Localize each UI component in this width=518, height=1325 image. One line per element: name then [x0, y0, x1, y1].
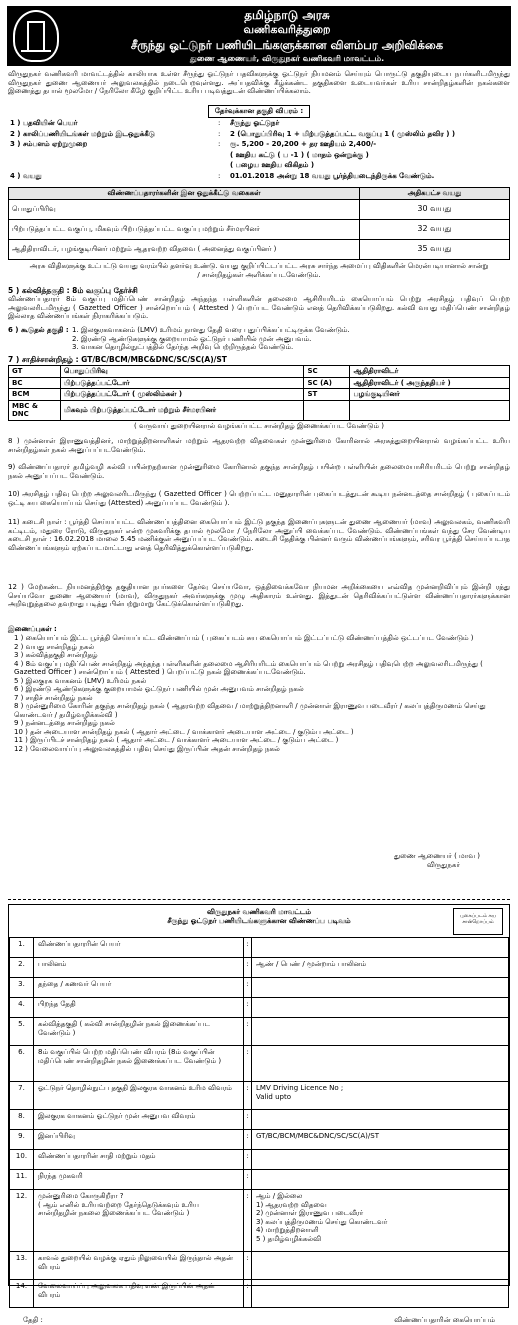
form-row [10, 1170, 509, 1190]
detail-row [8, 150, 510, 161]
form-field-label: வேலைவாய்ப்பு அலுவலக பதிவு எண் இருப்பின் அதன் விபரம் [34, 1280, 244, 1308]
detail-key: 4 ) வயது [10, 171, 42, 180]
form-field-value [252, 1252, 509, 1280]
form-row [10, 1130, 509, 1150]
form-field-label: விண்ணப்பதாரரின் சாதி மற்றும் மதம் [34, 1150, 244, 1170]
form-row [10, 1150, 509, 1170]
form-field-label: ஓட்டுநர் தொழில்நுட்ப தகுதி இலகுரக வாகனம் உரிம விவரம் [34, 1082, 244, 1110]
extra-item: 2. இரண்டு ஆண்டுகளுக்கு குறையாமல் ஓட்டுநர் பணியில் முன் அனுபவம். [72, 334, 312, 343]
form-row [10, 1252, 509, 1280]
selection-title-wrap [8, 105, 510, 118]
form-row [10, 1110, 509, 1130]
form-colon: : [244, 1110, 252, 1130]
para-8: 8 ) முன்னாள் இராணுவத்தினர், மாற்றுத்திறனாளிகள் மற்றும் ஆதரவற்ற விதவைகள் முன்னுரிமை கோரினால் அரசுத்துறையினரால் வழங்கப்பட்ட உரிய சான்றிதழ்கள் நகல் அனுப்பப்படவேண்டும். [8, 437, 510, 454]
form-row-number: 13. [10, 1252, 34, 1280]
form-colon: : [244, 1280, 252, 1308]
form-field-value [252, 1018, 509, 1046]
detail-row [8, 129, 510, 140]
signature-designation: துணை ஆணையர் ( மாவ ) [394, 852, 480, 860]
form-field-label: கல்வித்தகுதி ( கல்வி சான்றிதழின் நகல் இணைக்கப்பட வேண்டும் ) [34, 1018, 244, 1046]
form-footer [9, 1308, 509, 1325]
caste-code: BCM [9, 389, 61, 401]
form-row [10, 938, 509, 958]
caste-row [9, 366, 510, 378]
caste-code: SC (A) [304, 377, 350, 389]
header-line2: வணிகவரித்துறை [243, 23, 331, 36]
attachment-item: 3 ) கல்வித்தகுதி சான்றிதழ் [14, 651, 98, 660]
form-row-number: 2. [10, 958, 34, 978]
age-category: பிற்படுத்தப்பட்ட வகுப்பு, மிகவும் பிற்படுத்தப்பட்ட வகுப்பு மற்றும் சீர்மரபினர் [9, 219, 360, 239]
attachments-title: இணைப்புகள் : [8, 625, 57, 633]
extra-qualification [8, 326, 510, 352]
caste-name [350, 400, 510, 420]
attachment-item: 5 ) இலகுரக வாகனம் (LMV) உரிமம் நகல் [14, 676, 147, 685]
caste-name: பழங்குடியினர் [350, 389, 510, 401]
form-row-number: 3. [10, 978, 34, 998]
caste-code: ST [304, 389, 350, 401]
detail-row [8, 171, 510, 182]
intro-paragraph: விருதுநகர் வணிகவரி மாவட்டத்தில் காலியாக உள்ள சீருந்து ஓட்டுநர் பதவிகளுக்கு ஓட்டுநர் நியமனம் செய்யும் பொருட்டு தகுதியுடைய நபர்களிடமிருந்து விருதுநகர் துணை ஆணையர் அலுவலகத்தில் நடைபெறவுள்ளது. அப்பதவிக்கு கீழ்க்கண்ட தகுதிகளை உடையவர்கள் உரிய சான்றிதழ்களின் நகல்களை இணைத்து தபால் மூலமோ / நேரிலோ கீழே குறிப்பிட்ட உரிய படிவத்துடன் விண்ணப்பிக்கலாம். [8, 70, 510, 96]
caste-code [304, 400, 350, 420]
form-row-number: 6. [10, 1046, 34, 1082]
form-field-value: ஆண் / பெண் / மூன்றாம் பாலினம் [252, 958, 509, 978]
form-colon: : [244, 1170, 252, 1190]
detail-value: 2 (பொதுப்பிரிவு 1 + மிற்படுத்தப்பட்ட வகுப்பு 1 ( முஸ்லிம் தவிர ) ) [230, 129, 456, 138]
photo-box: புகைப்படம் சுய சான்றொப்பம் [453, 908, 503, 935]
form-row [10, 958, 509, 978]
form-field-label: 8ம் வகுப்பில் பெற்ற மதிப்பெண் விபரம் (8ம் வகுப்பின் மதிப்பெண் சான்றிதழின் நகல் இணைக்கப்பட வேண்டும் ) [34, 1046, 244, 1082]
age-table-header-age: அதிகபட்ச வயது [360, 188, 510, 200]
detail-colon: : [218, 129, 221, 138]
form-row [10, 998, 509, 1018]
detail-row [8, 118, 510, 129]
form-field-label: இலகுரக வாகனம் ஓட்டுநர் முன் அனுபவ விவரம் [34, 1110, 244, 1130]
age-table-row [9, 239, 510, 259]
detail-row [8, 160, 510, 171]
education-text: விண்ணப்பதாரர் 8ம் வகுப்பு மதிப்பெண் சான்றிதழ் அந்தந்த பள்ளிகளின் தலைமை ஆசிரியரிடம் கையொப்பம் பெற்று அரசிதழ் பதிவுப் பெற்ற அலுவலரிடமிருந்து ( Gazetted Officer ) சான்றொப்பம் ( Attested ) பெறப்பட வேண்டும் எனத் தெரிவிக்கப்படுகிறது. கல்வி வயது மதிப்பெண் சான்றிதழ் இல்லாத விண்ணப்பங்கள் நிராகரிக்கப்படும். [8, 295, 510, 321]
form-field-label: நிரந்த முகவரி [34, 1170, 244, 1190]
age-category: பொதுப்பிரிவு [9, 199, 360, 219]
age-note: அரசு விதிகளுக்கு உட்பட்டு வயது வரம்பில் தளர்வு உண்டு. வயது குறிப்பிட்டப்பட்ட அரசு சார்ந்த அமைப்பு விதிகளின் மெரன்படியானால் சான்று / சான்றிதழ்கள் அளிக்கப்படவேண்டும். [29, 262, 489, 279]
attachment-item: 1 ) கையொப்பம் இட்ட பூர்த்தி செய்யப்பட்ட விண்ணப்பம் ( புகைப்படம் சுய கையொப்பம் இட்டப்பட்டு விண்ணப்பத்தில் ஒட்டப்பட வேண்டும் ) [14, 634, 474, 642]
detail-value: ( பழைய ஊதிய விகிதம் ) [230, 161, 315, 170]
caste-row [9, 400, 510, 420]
attachment-item: 4 ) 8ம் வகுப்பு மதிப்பெண் சான்றிதழ் அந்தந்த பள்ளிகளின் தலைமை ஆசிரியரிடம் கையொப்பம் பெற்று அரசிதழ் பதிவுபெற்ற அலுவலரிடமிருந்து ( Gazetted Officer ) சான்றொப்பம் ( Attested ) பெறப்பட்டு நகல் இணைக்கப்படவேண்டும். [14, 659, 483, 677]
detail-value: ( ஊதிய கட்டு ( ப -1 ) ( மாதம் ஒன்றுக்கு ) [230, 150, 369, 159]
form-table [9, 937, 509, 1308]
form-field-label: பாலினம் [34, 958, 244, 978]
detail-colon: : [218, 119, 221, 127]
form-colon: : [244, 1018, 252, 1046]
form-field-label: விண்ணப்பதாரரின் பெயர் [34, 938, 244, 958]
form-header [9, 905, 509, 937]
extra-title: 6 ) கூடுதல் தகுதி : [8, 326, 69, 334]
form-colon: : [244, 958, 252, 978]
detail-key: 3 ) சம்பளம் ஏற்றுமுறை [10, 140, 88, 149]
para-12: 12 ) மேற்கண்ட நியமனத்திற்கு தகுதியான நபர்களை தேர்வு செய்யவோ, ஒத்திவைக்கவோ நியமன அறிக்கையை எவ்வித முன்னறிவிப்பும் இன்றி ரத்து செய்யவோ துணை ஆணையர் (மாவ), விருதுநகர் அவர்களுக்கு முழு அதிகாரம் உள்ளது. இத்துடன் தெரிவிக்கப்பட்டுள்ள விண்ணப்பதாரர்களுக்கான அறிவுறுத்தலை தவறாது படித்து பின்பற்றுமாறு கேட்டுக்கொள்ளப்படுகிறது. [8, 583, 510, 609]
details-list [8, 118, 510, 181]
attachment-item: 8 ) முன்னுரிமை கோரின் தகுந்த சான்றிதழ் நகல் ( ஆதரவற்ற விதவை / மாற்றுத்திறனாளி / முன்னாள் இராணுவ படைவீரர் / கலப்புத்திருமணம் செய்து கொண்டவர் / தமிழ்வழிக்கல்வி ) [14, 702, 486, 719]
form-colon: : [244, 1252, 252, 1280]
caste-title: 7 ) சாதிச்சான்றிதழ் : GT/BC/BCM/MBC&DNC/SC/SC(A)/ST [8, 355, 227, 364]
form-field-value: LMV Driving Licence No ; Valid upto [252, 1082, 509, 1110]
form-row-number: 1. [10, 938, 34, 958]
form-field-label: தந்தை / கணவர் பெயர் [34, 978, 244, 998]
age-table-wrap [8, 187, 510, 260]
header-line1: தமிழ்நாடு அரசு [244, 8, 330, 22]
detail-row [8, 139, 510, 150]
age-table-row [9, 219, 510, 239]
form-colon: : [244, 978, 252, 998]
attachment-item: 9 ) நன்னடத்தை சான்றிதழ் நகல் [14, 719, 115, 728]
attachment-item: 6 ) இரண்டு ஆண்டுகளுக்கு குறையாமல் ஓட்டுநர் பணியில் முன் அனுபவம் சான்றிதழ் நகல் [14, 685, 304, 694]
form-field-value [252, 1150, 509, 1170]
form-date: தேதி : [23, 1316, 43, 1324]
applicant-signature: விண்ணப்பதாரின் கையொப்பம் [394, 1316, 495, 1324]
detail-key [8, 150, 218, 161]
detail-key [8, 160, 218, 171]
caste-table-wrap [8, 365, 510, 421]
form-colon: : [244, 1150, 252, 1170]
attachment-item: 2 ) வயது சான்றிதழ் நகல் [14, 642, 95, 651]
detail-key: 2 ) காலிப்பணியிடங்கள் மற்றும் இடஒதுக்கீடு [10, 129, 155, 138]
form-colon: : [244, 938, 252, 958]
caste-name: பிற்படுத்தப்பட்டோர் [61, 377, 304, 389]
form-colon: : [244, 1046, 252, 1082]
application-form [8, 904, 510, 1324]
form-row-number: 12. [10, 1190, 34, 1252]
extra-list [72, 326, 350, 352]
extra-item: 3. வாகன தொழில்நுட்பத்தில் தேர்ந்த அறிவு பெற்றிருத்தல் வேண்டும். [72, 343, 294, 352]
form-field-label: முன்னுரிமை கோருகிறீரா ? ( ஆம் எனில் உரியவற்றை தேர்ந்தெடுக்கவும் உரிய சான்றிதழின் நகலை இணைக்கப்பட வேண்டும் ) [34, 1190, 244, 1252]
form-field-value [252, 1110, 509, 1130]
form-field-value [252, 1280, 509, 1308]
form-field-value: GT/BC/BCM/MBC&DNC/SC/SC(A)/ST [252, 1130, 509, 1150]
form-field-value [252, 998, 509, 1018]
caste-name: பிற்படுத்தப்பட்டோர் ( முஸ்லிம்கள் ) [61, 389, 304, 401]
form-row [10, 1190, 509, 1252]
caste-name: பொதுப்பிரிவு [61, 366, 304, 378]
signature-block [8, 852, 510, 869]
caste-row [9, 389, 510, 401]
form-row [10, 1018, 509, 1046]
form-district: விருதுநகர் வணிகவரி மாவட்டம் [206, 908, 312, 916]
detail-value: 01.01.2018 அன்று 18 வயது பூர்த்தியடைந்திருக்க வேண்டும். [230, 171, 435, 180]
form-row-number: 11. [10, 1170, 34, 1190]
form-field-value [252, 938, 509, 958]
government-emblem-icon [13, 10, 59, 62]
attachment-item: 7 ) சாதிச் சான்றிதழ் நகல் [14, 693, 93, 702]
form-row-number: 5. [10, 1018, 34, 1046]
caste-table [8, 365, 510, 421]
detail-colon: : [218, 171, 221, 180]
attachment-item: 12 ) வேலைவாய்ப்பு அலுவலகத்தில் பதிவு செய்து இருப்பின் அதன் சான்றிதழ் நகல் [14, 744, 280, 753]
form-colon: : [244, 1190, 252, 1252]
age-limit: 35 வயது [360, 239, 510, 259]
para-11: 11) கடைசி நாள் : பூர்த்தி செய்யப்பட்ட விண்ணப்பத்தினை கையொப்பம் இட்டு தகுந்த இணைப்புகளுடன் துணை ஆணையர் (மாவ) அலுவலகம், வணிகவரி கட்டிடம், மதுரை ரோடு, விருதுநகர் என்ற முகவரிக்கு தபால் மூலமோ / நேரிலோ அனுப்பி வைக்கப்பட வேண்டும். விண்ணப்பங்கள் வந்து சேர வேண்டிய கடைசி நாள் : 16.02.2018 மாலை 5.45 மணிக்குள் அனுப்பப்பட வேண்டும். கடைசி தேதிக்கு பின்னர் வரும் விண்ணப்பங்களும், சரிவர பூர்த்தி செய்யப்படாத விண்ணப்பங்களும் ஏற்கப்படமாட்டாது எனத் தெரிவித்துக்கொள்ளப்படுகிறது. [8, 518, 510, 552]
header-banner [7, 6, 511, 66]
caste-name: மிகவும் பிற்படுத்தப்பட்டோர் மற்றும் சீர்மரபினர் [61, 400, 304, 420]
form-field-value [252, 1170, 509, 1190]
form-row-number: 4. [10, 998, 34, 1018]
form-row [10, 1280, 509, 1308]
notice-subtitle: துணை ஆணையர், விருதுநகர் வணிகவரி மாவட்டம். [189, 54, 385, 63]
detail-key: 1 ) பதவியின் பெயர் [10, 119, 78, 127]
form-row-number: 7. [10, 1082, 34, 1110]
caste-code: MBC & DNC [9, 400, 61, 420]
form-colon: : [244, 1130, 252, 1150]
notice-title: சீருந்து ஓட்டுநர் பணியிடங்களுக்கான விளம்பர அறிவிக்கை [130, 38, 444, 52]
form-field-value: ஆம் / இல்லை 1) ஆதரவற்ற விதவை 2) முன்னாள் இராணுவ படைவீரர் 3) கலப்புத்திருமணம் செய்து கொண்டவர் 4) மாற்றுத்திறனாளி 5 ) தமிழ்வழிக்கல்வி [252, 1190, 509, 1252]
selection-title: தேர்வுக்கான தகுதி விபரம் : [208, 105, 310, 118]
form-row [10, 1082, 509, 1110]
age-table-row [9, 199, 510, 219]
age-limit: 30 வயது [360, 199, 510, 219]
age-table [8, 187, 510, 260]
detail-colon [218, 160, 228, 171]
form-colon: : [244, 1082, 252, 1110]
para-10: 10) அரசிதழ் பதிவு பெற்ற அலுவலரிடமிருந்து ( Gazetted Officer ) பெற்றப்பட்ட மனுதாரரின் புகைப்படத்துடன் கூடிய நன்னடத்தை சான்றிதழ் ( புகைப்படம் ஒட்டி சுய கையொப்பம் செய்து (Attested) அனுப்பப்பட வேண்டும் ). [8, 490, 510, 507]
caste-note: ( வருவாய் துறையினரால் வழங்கப்பட்ட சான்றிதழ் இணைக்கப்பட வேண்டும் ) [134, 422, 384, 430]
form-row-number: 10. [10, 1150, 34, 1170]
detail-value: ரூ. 5,200 - 20,200 + தர ஊதியம் 2,400/- [230, 140, 377, 149]
form-row [10, 1046, 509, 1082]
form-colon: : [244, 998, 252, 1018]
form-row-number: 14. [10, 1280, 34, 1308]
form-field-label: பிறந்த தேதி [34, 998, 244, 1018]
attachment-item: 11 ) இருப்பிடச் சான்றிதழ் நகல் ( ஆதார் அட்டை / வாக்காளர் அடையாள அட்டை / குடும்ப அட்டை ) [14, 736, 339, 745]
form-row [10, 978, 509, 998]
attachments-list [8, 634, 510, 753]
form-field-label: இனப்பிரிவு [34, 1130, 244, 1150]
form-title: சீருந்து ஓட்டுநர் பணியிடங்களுக்கான விண்ணப்ப படிவம் [167, 916, 351, 925]
detail-value: சீருந்து ஓட்டுநர் [230, 119, 280, 127]
caste-row [9, 377, 510, 389]
attachment-item: 10 ) தன் அடையாள சான்றிதழ் நகல் ( ஆதார் அட்டை / வாக்காளர் அடையாள அட்டை / குடும்ப அட்டை ) [14, 727, 354, 736]
form-field-value [252, 978, 509, 998]
form-row-number: 8. [10, 1110, 34, 1130]
extra-item: 1. இலகுரகவாகனம் (LMV) உரிமம் நாளது தேதி வரை புதுப்பிக்கப்பட்டிருக்க வேண்டும். [72, 326, 350, 334]
para-9: 9) விண்ணப்பதாரர் தமிழ்வழி கல்வி பயின்றதற்கான முன்னுரிமை கோரினால் தகுந்த சான்றிதழ் பயின்ற பள்ளியின் தலைமையாசிரியரிடம் பெற்று சான்றிதழ் நகல் அனுப்பப்பட வேண்டும். [8, 463, 510, 480]
form-row-number: 9. [10, 1130, 34, 1150]
signature-place: விருதுநகர் [426, 860, 460, 869]
caste-name: ஆதிதிராவிடர் [350, 366, 510, 378]
age-category: ஆதிதிராவிடர், பழங்குடியினர் மற்றும் ஆதரவற்ற விதவை ( அனைத்து வகுப்பினர் ) [9, 239, 360, 259]
caste-code: BC [9, 377, 61, 389]
caste-code: SC [304, 366, 350, 378]
age-table-header-category: விண்ணப்பதாரர்களின் இன ஒதுக்கீட்டு வகைகள் [9, 188, 360, 200]
caste-name: ஆதிதிராவிடர் ( அருந்ததியர் ) [350, 377, 510, 389]
age-limit: 32 வயது [360, 219, 510, 239]
caste-code: GT [9, 366, 61, 378]
form-field-value [252, 1046, 509, 1082]
detail-colon: : [218, 140, 221, 149]
detail-colon [218, 150, 228, 161]
education-title: 5 ) கல்வித்தகுதி : 8ம் வகுப்பு தேர்ச்சி [8, 286, 138, 295]
form-field-label: காவல் துறையில் வழக்கு ஏதும் நிலுவையில் இருந்தால் அதன் விபரம் [34, 1252, 244, 1280]
details-table [8, 118, 510, 181]
cut-line [8, 899, 510, 900]
